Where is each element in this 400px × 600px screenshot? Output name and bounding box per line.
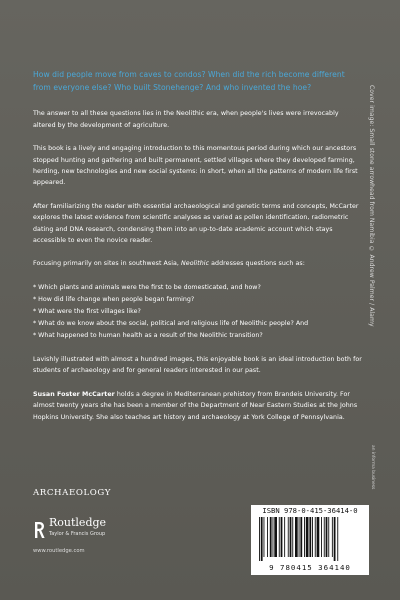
- barcode-bar: [261, 517, 263, 561]
- barcode-bar: [332, 517, 333, 557]
- barcode-bar: [309, 517, 311, 557]
- intro-paragraph: The answer to all these questions lies in the Neolithic era, when people's lives were irrevocably altered by the development of agriculture.: [33, 110, 339, 129]
- barcode-bar: [321, 517, 322, 557]
- list-item: * How did life change when people began farming?: [33, 295, 195, 303]
- barcode-bar: [306, 517, 309, 557]
- routledge-r-logo-icon: [33, 520, 45, 540]
- description-paragraph: This book is a lively and engaging introduction to this momentous period during which our ancestors stopped hunting and gathering and built permanent, settled villages where they developed farming, herding, new technologies and new social systems: in short, when all the patterns of modern life first appeared.: [33, 145, 358, 187]
- cover-image-credit: Cover image: Small stone arrowhead from Namibia © Andrew Palmer / Alamy: [368, 85, 375, 327]
- publisher-name: Routledge: [49, 516, 107, 529]
- barcode-bar: [312, 517, 313, 557]
- focus-title-italic: Neolithic: [181, 260, 210, 268]
- barcode-bar: [324, 517, 325, 557]
- barcode-bar: [267, 517, 268, 557]
- list-item: * What were the first villages like?: [33, 307, 141, 315]
- barcode-box: [251, 505, 369, 575]
- barcode-bar: [288, 517, 289, 557]
- barcode-bar: [264, 517, 265, 557]
- author-bio-text: holds a degree in Mediterranean prehistory from Brandeis University. For almost twenty years she has been a member of the Department of Near Eastern Studies at the Johns Hopkins University. She also teaches art history and archaeology at York College of Pennsylvania.: [33, 390, 358, 421]
- barcode-bar: [259, 517, 260, 561]
- barcode-bar: [304, 517, 305, 557]
- focus-paragraph: [33, 258, 363, 269]
- barcode-bar: [273, 517, 274, 557]
- barcode-bar: [279, 517, 280, 557]
- publisher-tagline: an informa business: [370, 445, 375, 490]
- barcode-bar: [334, 517, 336, 561]
- barcode-bar: [295, 517, 298, 557]
- barcode-bar: [290, 517, 292, 557]
- barcode-bar: [326, 517, 328, 557]
- publisher-website: www.routledge.com: [33, 548, 85, 554]
- barcode-bar: [315, 517, 316, 557]
- barcode-bar: [300, 517, 302, 557]
- barcode-bar: [270, 517, 272, 557]
- focus-post: addresses questions such as:: [209, 260, 305, 268]
- barcode-bar: [337, 517, 338, 561]
- author-name: Susan Foster McCarter: [33, 390, 115, 398]
- publisher-subtitle: Taylor & Francis Group: [49, 531, 106, 537]
- evidence-paragraph: After familiarizing the reader with essential archaeological and genetic terms and concepts, McCarter explores the latest evidence from scientific analyses as varied as pollen identification, radiometric dating and DNA research, condensing them into an up-to-date academic account which stays accessible to even the novice reader.: [33, 202, 359, 245]
- isbn-label: ISBN 978-0-415-36414-0: [262, 506, 358, 515]
- barcode-bar: [299, 517, 300, 557]
- barcode-bar: [274, 517, 277, 557]
- list-item: * What happened to human health as a result of the Neolithic transition?: [33, 331, 263, 339]
- barcode-bar: [328, 517, 329, 557]
- author-bio: [33, 389, 363, 423]
- publisher-block: [33, 516, 153, 558]
- lead-questions: How did people move from caves to condos? When did the rich become different from everyone else? Who built Stonehenge? And who invented the hoe?: [33, 70, 345, 93]
- barcode: [255, 517, 365, 561]
- questions-list: [33, 282, 363, 342]
- barcode-bar: [292, 517, 293, 557]
- barcode-bar: [317, 517, 320, 557]
- category-label: ARCHAEOLOGY: [33, 488, 112, 498]
- barcode-digits: 9 780415 364140: [269, 563, 351, 572]
- list-item: * What do we know about the social, political and religious life of Neolithic people? And: [33, 319, 309, 327]
- barcode-bar: [284, 517, 285, 557]
- focus-pre: Focusing primarily on sites in southwest Asia,: [33, 260, 182, 268]
- barcode-bar: [281, 517, 283, 557]
- blurb: [33, 68, 363, 423]
- illustration-paragraph: Lavishly illustrated with almost a hundred images, this enjoyable book is an ideal introduction both for students of archaeology and for general readers interested in our past.: [33, 355, 362, 375]
- list-item: * Which plants and animals were the first to be domesticated, and how?: [33, 283, 261, 291]
